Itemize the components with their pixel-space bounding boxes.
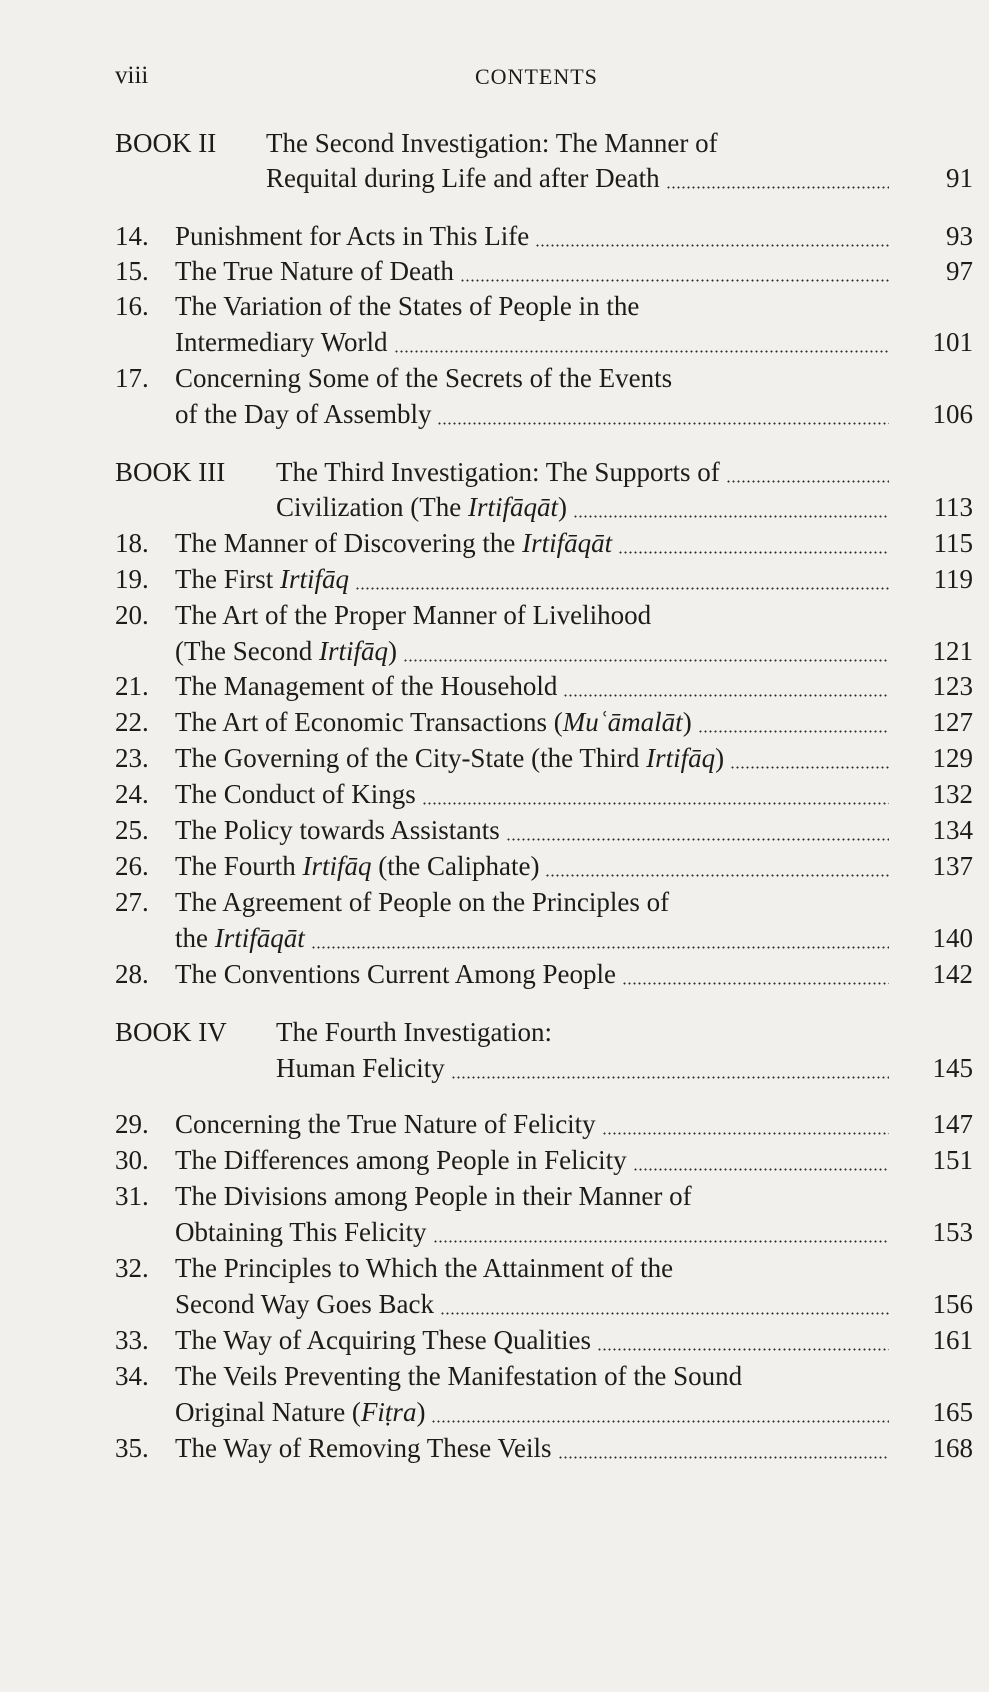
chapter-title: The Management of the Household [175,671,558,701]
chapter-number: 26. [115,851,149,881]
chapter-number: 32. [115,1253,149,1283]
chapter-title: Punishment for Acts in This Life [175,221,530,251]
book-title: The Second Investigation: The Manner of [266,128,718,158]
page-number: 113 [933,492,973,522]
toc-entry-27 [0,918,989,958]
dot-leader [440,1312,889,1315]
page-number: 142 [932,959,973,989]
chapter-title: (The Second Irtifāq) [175,636,397,666]
chapter-title: The True Nature of Death [175,256,454,286]
dot-leader [422,802,889,805]
toc-entry-34 [0,1392,989,1432]
dot-leader [431,1420,889,1423]
dot-leader [666,186,889,189]
chapter-title: of the Day of Assembly [175,399,432,429]
chapter-title: Second Way Goes Back [175,1289,435,1319]
dot-leader [355,587,889,590]
dot-leader [563,694,889,697]
chapter-title: The Governing of the City-State (the Third Irtifāq) [175,743,725,773]
chapter-title: The Differences among People in Felicity [175,1145,627,1175]
chapter-title: The Art of the Proper Manner of Livelihood [175,600,652,630]
chapter-number: 14. [115,221,149,251]
dot-leader [726,480,889,483]
chapter-number: 31. [115,1181,149,1211]
chapter-number: 24. [115,779,149,809]
toc-entry-15 [0,251,989,291]
chapter-title: Obtaining This Felicity [175,1217,427,1247]
dot-leader [618,551,889,554]
book-label: BOOK II [115,128,217,158]
page-number: 121 [932,636,973,666]
dot-leader [506,838,889,841]
chapter-title: The Policy towards Assistants [175,815,500,845]
dot-leader [558,1456,889,1459]
chapter-title: Original Nature (Fiṭra) [175,1397,426,1427]
dot-leader [698,730,889,733]
toc-entry-31-line1 [0,1176,989,1216]
dot-leader [633,1168,889,1171]
dot-leader [597,1348,889,1351]
book4-heading-line1 [0,1012,989,1052]
chapter-title: Concerning the True Nature of Felicity [175,1109,596,1139]
book-title: Human Felicity [276,1053,445,1083]
toc-entry-34-line1 [0,1356,989,1396]
page-number: 91 [946,163,973,193]
toc-entry-19 [0,559,989,599]
running-title: CONTENTS [475,64,598,89]
toc-entry-16-line1 [0,286,989,326]
toc-entry-27-line1 [0,882,989,922]
chapter-number: 27. [115,887,149,917]
page-number: 97 [946,256,973,286]
page-number: 101 [932,327,973,357]
dot-leader [394,350,889,353]
toc-entry-29 [0,1104,989,1144]
chapter-title: The Divisions among People in their Manner of [175,1181,692,1211]
page-number: 165 [932,1397,973,1427]
chapter-title: The Conventions Current Among People [175,959,616,989]
toc-entry-14 [0,216,989,256]
chapter-number: 15. [115,256,149,286]
book-label: BOOK III [115,457,226,487]
page-number: 145 [932,1053,973,1083]
chapter-title: The First Irtifāq [175,564,350,594]
chapter-number: 25. [115,815,149,845]
toc-entry-17 [0,394,989,434]
toc-entry-book4 [0,1048,989,1088]
chapter-number: 16. [115,291,149,321]
page-number: 147 [932,1109,973,1139]
page-number: 106 [932,399,973,429]
chapter-title: The Principles to Which the Attainment of the [175,1253,674,1283]
chapter-title: The Way of Removing These Veils [175,1433,552,1463]
book2-heading-line1 [0,123,989,163]
dot-leader [730,766,889,769]
toc-entry-26 [0,846,989,886]
chapter-number: 35. [115,1433,149,1463]
page-number: 132 [932,779,973,809]
chapter-title: the Irtifāqāt [175,923,305,953]
page-number: 93 [946,221,973,251]
dot-leader [437,422,889,425]
dot-leader [622,982,889,985]
chapter-title: The Variation of the States of People in the [175,291,640,321]
page-number: 134 [932,815,973,845]
chapter-title: The Conduct of Kings [175,779,416,809]
page-number: 137 [932,851,973,881]
chapter-number: 19. [115,564,149,594]
toc-entry-31 [0,1212,989,1252]
dot-leader [602,1132,889,1135]
dot-leader [433,1240,890,1243]
book-title: The Fourth Investigation: [276,1017,552,1047]
chapter-number: 22. [115,707,149,737]
toc-entry-20 [0,631,989,671]
toc-entry-35 [0,1428,989,1468]
toc-entry-24 [0,774,989,814]
running-head [115,62,929,98]
toc-entry-book3 [0,487,989,527]
toc-entry-25 [0,810,989,850]
book-title: The Third Investigation: The Supports of [276,457,720,487]
chapter-title: Intermediary World [175,327,388,357]
page-number: 161 [932,1325,973,1355]
page-number: 115 [933,528,973,558]
chapter-number: 17. [115,363,149,393]
book-title: Requital during Life and after Death [266,163,660,193]
page-number: 153 [932,1217,973,1247]
chapter-title: The Manner of Discovering the Irtifāqāt [175,528,613,558]
book-title: Civilization (The Irtifāqāt) [276,492,567,522]
dot-leader [573,515,889,518]
page-number: 129 [932,743,973,773]
chapter-title: The Agreement of People on the Principles of [175,887,670,917]
chapter-number: 33. [115,1325,149,1355]
toc-entry-18 [0,523,989,563]
chapter-number: 20. [115,600,149,630]
book3-heading-line1 [0,452,989,492]
dot-leader [311,946,889,949]
chapter-number: 21. [115,671,149,701]
dot-leader [403,659,889,662]
chapter-title: The Veils Preventing the Manifestation of the Sound [175,1361,743,1391]
page-number: 123 [932,671,973,701]
page-number: 140 [932,923,973,953]
toc-entry-23 [0,738,989,778]
chapter-title: The Way of Acquiring These Qualities [175,1325,591,1355]
page-number: 119 [933,564,973,594]
toc-entry-22 [0,702,989,742]
page-number: 168 [932,1433,973,1463]
book-label: BOOK IV [115,1017,227,1047]
dot-leader [535,244,889,247]
toc-entry-16 [0,322,989,362]
chapter-number: 18. [115,528,149,558]
toc-entry-30 [0,1140,989,1180]
toc-entry-33 [0,1320,989,1360]
chapter-title: Concerning Some of the Secrets of the Events [175,363,673,393]
toc-entry-28 [0,954,989,994]
toc-entry-32 [0,1284,989,1324]
toc-entry-17-line1 [0,358,989,398]
chapter-title: The Art of Economic Transactions (Muʿāmalāt) [175,707,692,737]
chapter-number: 29. [115,1109,149,1139]
chapter-title: The Fourth Irtifāq (the Caliphate) [175,851,540,881]
toc-entry-32-line1 [0,1248,989,1288]
page-number: 127 [932,707,973,737]
chapter-number: 34. [115,1361,149,1391]
toc-entry-21 [0,666,989,706]
toc-entry-book2 [0,158,989,198]
page-number: 151 [932,1145,973,1175]
toc-entry-20-line1 [0,595,989,635]
dot-leader [451,1076,889,1079]
chapter-number: 23. [115,743,149,773]
chapter-number: 30. [115,1145,149,1175]
dot-leader [545,874,889,877]
page-folio: viii [115,62,149,89]
dot-leader [460,279,889,282]
chapter-number: 28. [115,959,149,989]
page-number: 156 [932,1289,973,1319]
